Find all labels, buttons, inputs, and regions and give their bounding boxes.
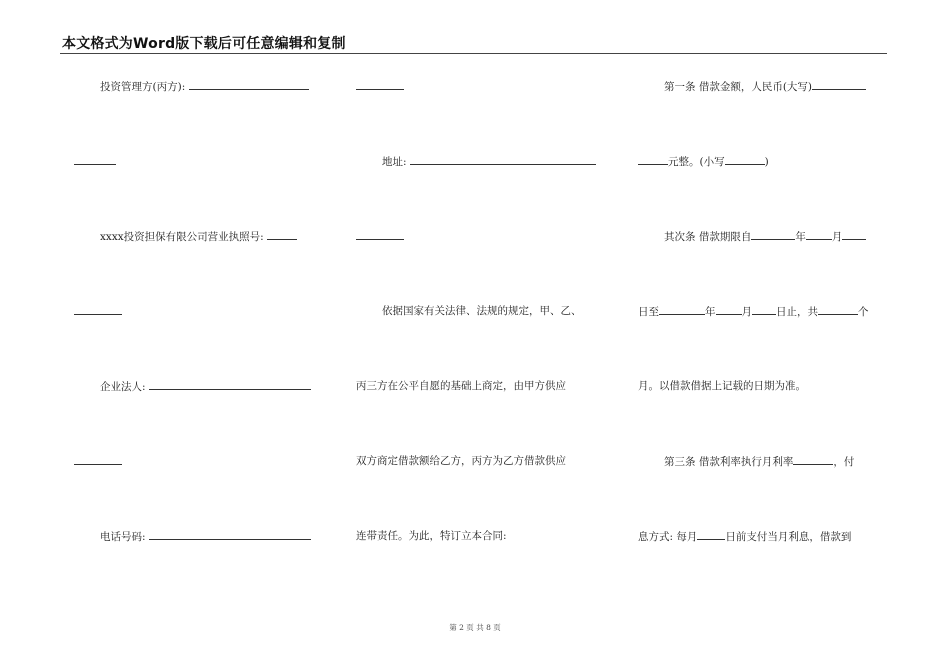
year-label: 年 [705, 306, 716, 318]
article3-text: 第三条 借款利率执行月利率 [664, 456, 794, 468]
amount-line [638, 154, 769, 169]
address-label: 地址: [382, 156, 407, 168]
close-paren: ) [764, 156, 769, 168]
column-left [74, 0, 334, 672]
month-label: 月 [831, 231, 843, 243]
document-header-title: 本文格式为Word版下载后可任意编辑和复制 [62, 36, 346, 52]
monthly-rate-blank [793, 454, 833, 465]
yuan-text: 元整。(小写 [668, 156, 725, 168]
phone-line [74, 529, 311, 544]
end-month-blank [716, 304, 742, 315]
interest-prefix: 息方式: 每月 [638, 531, 698, 543]
months-count-blank [818, 304, 858, 315]
amount-uppercase-blank [812, 79, 866, 90]
article2-line [638, 229, 866, 244]
page-number-footer: 第 2 页 共 8 页 [449, 623, 501, 632]
amount-lowercase-blank [725, 154, 765, 165]
receipt-note-line: 月。以借款借据上记载的日期为准。 [638, 380, 806, 392]
blank-line [74, 304, 122, 319]
interest-suffix: 日前支付当月利息，借款到 [725, 531, 852, 543]
year-label: 年 [795, 231, 806, 243]
blank-line [74, 454, 122, 469]
article3-tail: ，付 [833, 456, 855, 468]
period-line [638, 304, 869, 319]
payment-day-blank [697, 529, 725, 540]
paragraph-line: 依据国家有关法律、法规的规定，甲、乙、 [382, 305, 582, 317]
blank-line [356, 79, 404, 94]
amount-blank [638, 154, 668, 165]
investment-manager-label: 投资管理方(丙方): [100, 81, 186, 93]
phone-label: 电话号码: [100, 531, 146, 543]
column-right [638, 0, 898, 672]
blank-line [74, 154, 116, 169]
investment-manager-line [74, 79, 309, 94]
company-license-line [74, 229, 297, 244]
company-license-blank [267, 229, 297, 240]
fill-blank [74, 154, 116, 165]
investment-manager-blank [189, 79, 309, 90]
article1-line [638, 79, 866, 94]
day-until-text: 日至 [638, 306, 659, 318]
legal-person-blank [149, 379, 311, 390]
column-middle [356, 0, 616, 672]
article1-text: 第一条 借款金额，人民币(大写) [664, 81, 813, 93]
article2-text: 其次条 借款期限自 [664, 231, 752, 243]
address-line [356, 154, 596, 169]
end-year-blank [659, 304, 705, 315]
legal-person-line [74, 379, 311, 394]
fill-blank [356, 79, 404, 90]
paragraph-line: 连带责任。为此，特订立本合同: [356, 530, 507, 542]
paragraph-line: 丙三方在公平自愿的基础上商定，由甲方供应 [356, 380, 566, 392]
address-blank [410, 154, 596, 165]
phone-blank [149, 529, 311, 540]
end-day-blank [752, 304, 776, 315]
interest-method-line [638, 529, 851, 544]
paragraph-line: 双方商定借款额给乙方，丙方为乙方借款供应 [356, 455, 566, 467]
count-unit-text: 个 [858, 306, 869, 318]
fill-blank [74, 454, 122, 465]
company-license-label: xxxx投资担保有限公司营业执照号: [100, 231, 264, 243]
start-year-blank [751, 229, 795, 240]
start-month-blank [806, 229, 832, 240]
article3-line [638, 454, 854, 469]
month-label: 月 [741, 306, 752, 318]
start-day-blank [842, 229, 866, 240]
day-total-text: 日止，共 [776, 306, 818, 318]
legal-person-label: 企业法人: [100, 381, 146, 393]
blank-line [356, 229, 404, 244]
fill-blank [356, 229, 404, 240]
fill-blank [74, 304, 122, 315]
